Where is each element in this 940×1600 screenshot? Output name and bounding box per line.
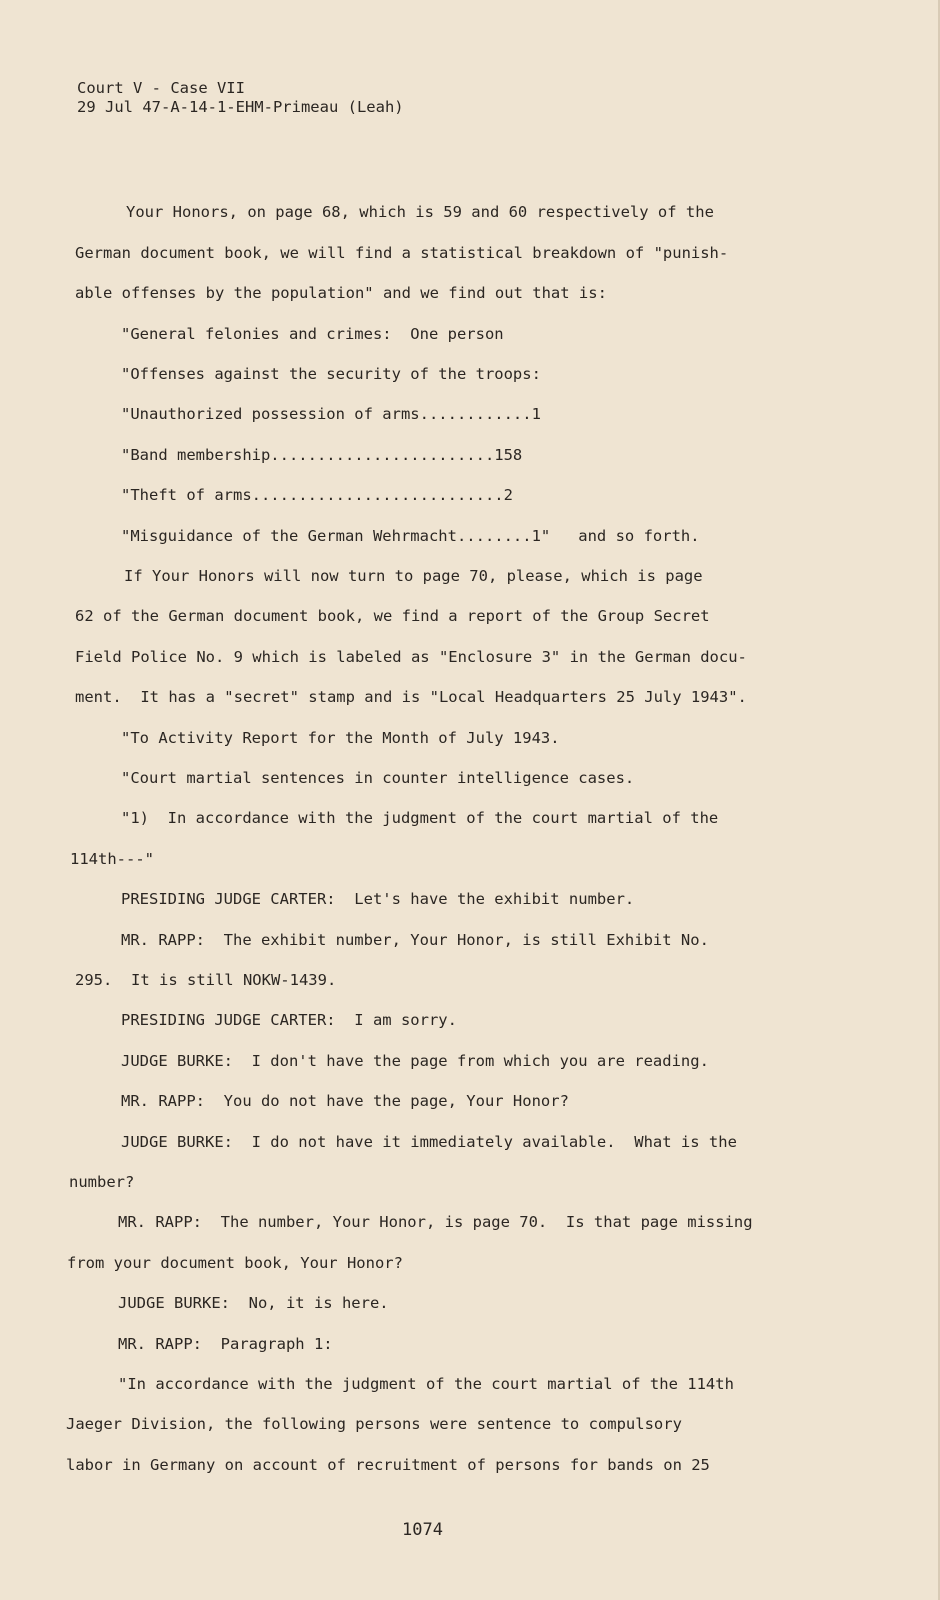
body-line-5: "Offenses against the security of the troops:: [121, 365, 541, 383]
header-line-1: Court V - Case VII: [77, 79, 245, 97]
body-line-4: "General felonies and crimes: One person: [121, 325, 504, 343]
body-line-8: "Theft of arms...........................2: [121, 486, 513, 504]
body-line-26: MR. RAPP: The number, Your Honor, is page 70. Is that page missing: [118, 1213, 753, 1231]
body-line-16: "1) In accordance with the judgment of the court martial of the: [121, 809, 719, 827]
body-line-23: MR. RAPP: You do not have the page, Your Honor?: [121, 1092, 569, 1110]
body-line-32: labor in Germany on account of recruitment of persons for bands on 25: [66, 1456, 710, 1474]
body-line-19: MR. RAPP: The exhibit number, Your Honor, is still Exhibit No.: [121, 931, 709, 949]
body-line-10: If Your Honors will now turn to page 70, please, which is page: [124, 567, 703, 585]
body-line-27: from your document book, Your Honor?: [67, 1254, 403, 1272]
body-line-15: "Court martial sentences in counter intelligence cases.: [121, 769, 635, 787]
body-line-6: "Unauthorized possession of arms............1: [121, 405, 541, 423]
body-line-25: number?: [69, 1173, 135, 1191]
body-line-3: able offenses by the population" and we find out that is:: [75, 284, 607, 302]
body-line-17: 114th---": [70, 850, 154, 868]
body-line-2: German document book, we will find a statistical breakdown of "punish-: [75, 244, 729, 262]
body-line-9: "Misguidance of the German Wehrmacht........1" and so forth.: [121, 527, 700, 545]
body-line-11: 62 of the German document book, we find a report of the Group Secret: [75, 607, 710, 625]
body-line-29: MR. RAPP: Paragraph 1:: [118, 1335, 333, 1353]
body-line-30: "In accordance with the judgment of the court martial of the 114th: [118, 1375, 734, 1393]
body-line-21: PRESIDING JUDGE CARTER: I am sorry.: [121, 1011, 457, 1029]
body-line-7: "Band membership........................158: [121, 446, 523, 464]
body-line-22: JUDGE BURKE: I don't have the page from which you are reading.: [121, 1052, 709, 1070]
page-number: 1074: [402, 1520, 443, 1540]
header-line-2: 29 Jul 47-A-14-1-EHM-Primeau (Leah): [77, 98, 404, 116]
body-line-13: ment. It has a "secret" stamp and is "Local Headquarters 25 July 1943".: [75, 688, 747, 706]
body-line-24: JUDGE BURKE: I do not have it immediately available. What is the: [121, 1133, 737, 1151]
body-line-18: PRESIDING JUDGE CARTER: Let's have the exhibit number.: [121, 890, 635, 908]
body-line-14: "To Activity Report for the Month of July 1943.: [121, 729, 560, 747]
body-line-12: Field Police No. 9 which is labeled as "Enclosure 3" in the German docu-: [75, 648, 747, 666]
body-line-1: Your Honors, on page 68, which is 59 and 60 respectively of the: [126, 203, 714, 221]
body-line-20: 295. It is still NOKW-1439.: [75, 971, 337, 989]
body-line-28: JUDGE BURKE: No, it is here.: [118, 1294, 389, 1312]
body-line-31: Jaeger Division, the following persons were sentence to compulsory: [66, 1415, 682, 1433]
